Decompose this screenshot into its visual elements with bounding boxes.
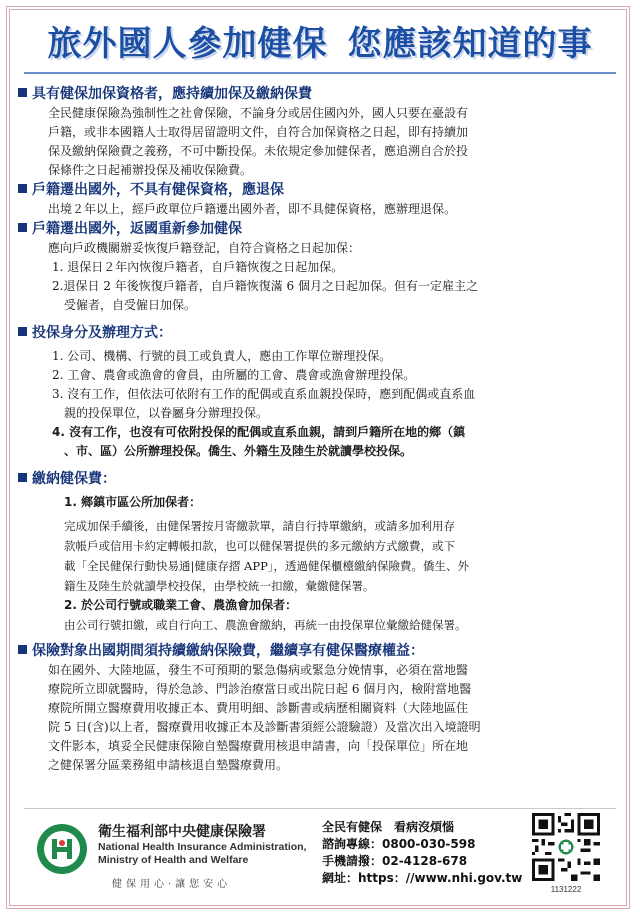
website-link[interactable]: 網址：https：//www.nhi.gov.tw: [322, 871, 523, 885]
motto: 全民有健保 看病沒煩惱: [322, 820, 455, 834]
organization: [98, 821, 306, 867]
paragraph-line: 院 5 日(含)以上者，醫療費用收據正本及診斷書須經公證驗證）及當次出入境證明: [48, 720, 481, 734]
paragraph-line: 籍生及陸生於就讀學校投保，由學校統一扣繳，彙繳健保署。: [64, 579, 375, 593]
org-name-zh: 衛生福利部中央健康保險署: [98, 824, 266, 840]
title-part2: 您應該知道的事: [347, 24, 593, 64]
list-item: 1. 公司、機構、行號的員工或負責人，應由工作單位辦理投保。: [52, 349, 392, 363]
square-bullet-icon: [18, 473, 27, 482]
mobile-hotline: 手機請撥：02-4128-678: [322, 854, 468, 868]
section-heading: 保險對象出國期間須持續繳納保險費，繼續享有健保醫療權益：: [18, 641, 616, 661]
main-content: [28, 84, 616, 775]
section-heading: 繳納健保費：: [18, 469, 616, 489]
contact-info: [322, 819, 522, 887]
list-item: 2. 工會、農會或漁會的會員，由所屬的工會、農會或漁會辦理投保。: [52, 368, 416, 382]
square-bullet-icon: [18, 645, 27, 654]
square-bullet-icon: [18, 327, 27, 336]
paragraph-line: 保條件之日起補辦投保及補收保險費。: [48, 163, 253, 177]
section-heading: 投保身分及辦理方式：: [18, 323, 616, 343]
title-divider: [24, 72, 616, 74]
org-name-en-1: National Health Insurance Administration,: [98, 841, 307, 853]
page-title: [0, 16, 640, 65]
paragraph-line: 療院所立即就醫時，得於急診、門診治療當日或出院日起 6 個月內，檢附當地醫: [48, 682, 472, 696]
paragraph-line: 載「全民健保行動快易通|健康存摺 APP」，透過健保櫃檯繳納保險費。僑生、外: [64, 559, 470, 573]
title-part1: 旅外國人參加健保: [47, 24, 328, 64]
paragraph-line: 完成加保手續後，由健保署按月寄繳款單，請自行持單繳納，或請多加利用存: [64, 519, 455, 533]
list-item-bold: 、市、區）公所辦理投保。僑生、外籍生及陸生於就讀學校投保。: [52, 444, 413, 458]
list-item: 1. 退保日２年內恢復戶籍者，自戶籍恢復之日起加保。: [52, 260, 344, 274]
paragraph-line: 應向戶政機關辦妥恢復戶籍登記，自符合資格之日起加保：: [48, 241, 361, 255]
list-item: 受僱者，自受僱日加保。: [52, 298, 197, 312]
nhi-logo-icon: [36, 823, 88, 875]
paragraph-line: 由公司行號扣繳，或自行向工、農漁會繳納，再統一由投保單位彙繳給健保署。: [64, 618, 467, 632]
hotline: 諮詢專線：0800-030-598: [322, 837, 476, 851]
square-bullet-icon: [18, 223, 27, 232]
paragraph-line: 文件影本，填妥全民健康保險自墊醫療費用核退申請書，向「投保單位」所在地: [48, 739, 469, 753]
paragraph-line: 療院所開立醫療費用收據正本、費用明細、診斷書或病歷相關資料（大陸地區住: [48, 701, 469, 715]
square-bullet-icon: [18, 184, 27, 193]
section-heading: 戶籍遷出國外，返國重新參加健保: [18, 219, 616, 239]
paragraph-line: 款帳戶或信用卡約定轉帳扣款，也可以健保署提供的多元繳納方式繳費，或下: [64, 539, 455, 553]
list-item: 親的投保單位，以眷屬身分辦理投保。: [52, 406, 269, 420]
paragraph-line: 戶籍，或非本國籍人士取得居留證明文件，自符合加保資格之日起，即有持續加: [48, 125, 469, 139]
square-bullet-icon: [18, 88, 27, 97]
paragraph-line: 出境２年以上，經戶政單位戶籍遷出國外者，即不具健保資格，應辦理退保。: [48, 202, 457, 216]
list-item: 2.退保日 2 年後恢復戶籍者，自戶籍恢復滿 6 個月之日起加保。但有一定雇主之: [52, 279, 478, 293]
section-heading: 具有健保加保資格者，應持續加保及繳納保費: [18, 84, 616, 104]
paragraph-line: 之健保署分區業務組申請核退自墊醫療費用。: [48, 758, 289, 772]
paragraph-line: 如在國外、大陸地區，發生不可預期的緊急傷病或緊急分娩情事，必須在當地醫: [48, 663, 469, 677]
document-code: 1131222: [550, 885, 582, 894]
org-name-en-2: Ministry of Health and Welfare: [98, 854, 249, 866]
paragraph-line: 全民健康保險為強制性之社會保險，不論身分或居住國內外，國人只要在臺設有: [48, 106, 469, 120]
footer: [24, 808, 616, 904]
sub-heading: 2. 於公司行號或職業工會、農漁會加保者：: [64, 598, 298, 612]
list-item-bold: 4. 沒有工作，也沒有可依附投保的配偶或直系血親，請到戶籍所在地的鄉（鎮: [52, 425, 466, 439]
sub-heading: 1. 鄉鎮市區公所加保者：: [64, 495, 202, 509]
list-item: 3. 沒有工作，但依法可依附有工作的配偶或直系血親投保時，應到配偶或直系血: [52, 387, 476, 401]
slogan: 健保用心·讓您安心: [112, 879, 232, 890]
paragraph-line: 保及繳納保險費之義務，不可中斷投保。未依規定參加健保者，應追溯自合於投: [48, 144, 469, 158]
qr-code-icon[interactable]: [532, 813, 600, 881]
section-heading: 戶籍遷出國外，不具有健保資格，應退保: [18, 180, 616, 200]
